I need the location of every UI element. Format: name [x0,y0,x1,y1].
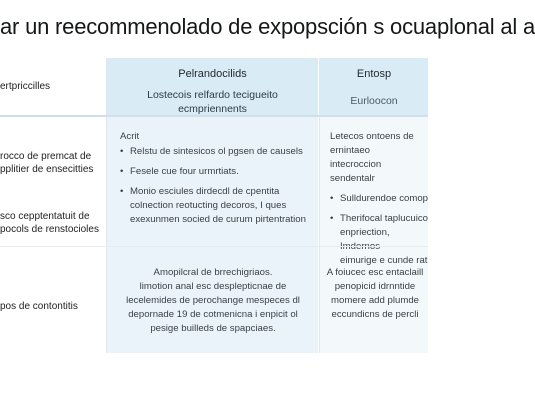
row3-col1-content [110,266,316,350]
row-divider [0,246,428,247]
row1-label [0,150,106,178]
row1-col2-bullet1: • Sulldurendoe comop [330,192,428,206]
row3-col1-line2: limotion anal esc desplepticnae de [139,281,287,292]
header-col1 [106,58,318,116]
row1-col2-bullet2 [330,212,428,268]
row3-label: pos de contontitis [0,301,78,312]
row3-col2-line4: eccundicns de percli [331,309,419,320]
col1-title: Pelrandocilids [178,68,247,80]
row1-col2-intro-line1: Letecos ontoens de ernintaeo [330,131,414,156]
col2-title: Entosp [356,68,392,80]
row3-col1-line3: lecelemides de perochange mespeces dl [126,295,300,306]
header-col2 [319,58,428,116]
row1-label-line2: pplitier de ensecitties [0,164,94,175]
col1-subtitle-line1: Lostecois relfardo tecigueito [147,89,278,101]
row1-col2-bullet2-line1: • Therifocal taplucuico [340,213,428,224]
row1-col1-bullet3-line2: colnection reotucting decoros, I ques [130,200,287,211]
col2-subtitle: Eurloocon [350,95,398,107]
row3-col2-content [322,266,428,336]
row3-col1-line4: depornade 19 de cotmenicna i enpicit ol [128,309,298,320]
row2-label-line1: sco cepptentatuit de [0,211,90,222]
row2-label [0,210,106,238]
row1-label-line1: rocco de premcat de [0,151,92,162]
row1-col1-bullet3 [120,185,316,227]
row1-col2-bullet2-line2: enpriection, [340,227,390,238]
row1-col1-bullet3-line3: exexunmen socied de curum pirtentration [130,214,306,225]
header-row-label: ertpriccilles [0,81,51,92]
row1-col2-intro-line2: intecroccion sendentalr [330,159,382,184]
row1-col1-bullet3-line1: • Monio esciules dirdecdl de cpentita [130,186,280,197]
row3-col1-line1: Amopilcral de brrechigriaos. [153,267,273,278]
row1-col1-intro: Acrit [120,131,140,142]
row3-col2-line3: momere add plumde [331,295,419,306]
row1-col1-content [120,130,316,242]
page-title: ar un reecommenolado de expopsción s ocuaplonal al a [0,14,535,39]
row3-col2-line2: penopicid idrnntide [334,281,416,292]
row1-col1-bullet1: • Relstu de sintesicos ol pgsen de causels [120,145,316,159]
row1-col2-bullet2-line3: eimurige e cunde rat [340,255,428,266]
row1-col2-content [330,130,429,266]
row2-label-line2: pocols de renstocioles [0,224,99,235]
row1-col1-bullet2: • Fesele cue four urmrtiats. [120,165,316,179]
comparison-table [0,58,428,353]
row3-col1-line5: pesige builleds de spapciaes. [150,323,276,334]
col1-subtitle-line2: ecmpriennents [178,103,247,115]
row3-col2-line1: A foiucec esc entaclaill [326,267,424,278]
